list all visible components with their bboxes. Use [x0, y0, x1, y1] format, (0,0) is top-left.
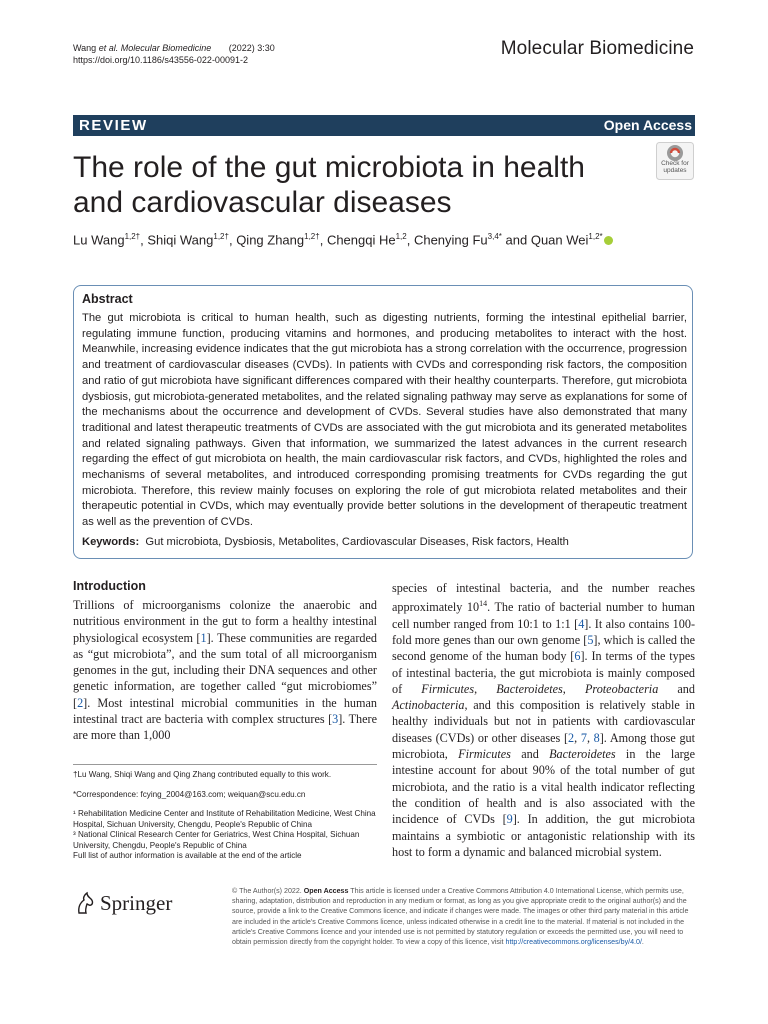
- article-title: The role of the gut microbiota in health and cardiovascular diseases: [73, 151, 585, 219]
- doi-link[interactable]: https://doi.org/10.1186/s43556-022-00091-2: [73, 55, 248, 65]
- author-name: Shiqi Wang: [147, 232, 214, 248]
- equal-contribution-note: †Lu Wang, Shiqi Wang and Qing Zhang contributed equally to this work.: [73, 770, 332, 779]
- license-text: © The Author(s) 2022. Open Access This article is licensed under a Creative Commons Attribution 4.0 International License, which permits use, sharing, adaptation, distribution and reproduction in any medium or format, as long as you give appropriate credit to the original author(s) and the source, provide a link to the Creative Commons licence, and indicate if changes were made. The images or other third party material in this article are included in the article's Creative Commons licence, unless indicated otherwise in a credit line to the material. If material is not included in the article's Creative Commons licence and your intended use is not permitted by statutory regulation or exceeds the permitted use, you will need to obtain permission directly from the copyright holder. To view a copy of this licence, visit http://creativecommons.org/licenses/by/4.0/.: [232, 887, 689, 947]
- taxon-name: Firmicutes: [458, 747, 511, 762]
- abstract-text: The gut microbiota is critical to human health, such as digesting nutrients, forming the intestinal epithelial barrier, regulating immune function, producing vitamins and hormones, and producing metabolites to interact with the host. Meanwhile, increasing evidence indicates that the gut microbiota has a strong correlation with the occurrence, progression and treatment of cardiovascular diseases (CVDs). In patients with CVDs and corresponding risk factors, the composition and ratio of gut microbiota have significant differences compared with their healthy counterparts. Therefore, gut microbiota dysbiosis, gut microbiota-generated metabolites, and the related signaling pathway may serve as explanations for some of the mechanisms about the occurrence and development of CVDs. Several studies have also demonstrated that many traditional and latest therapeutic treatments of CVDs are associated with the gut microbiota and its generated metabolites and related signaling pathways. Given that information, we summarized the latest advances in the current research regarding the effect of gut microbiota on health, the main cardiovascular risk factors, and CVDs, highlighted the roles and mechanisms of several metabolites, and introduced corresponding promising treatments for CVDs regarding the gut microbiota. Therefore, this review mainly focuses on exploring the role of gut microbiota related metabolites and their therapeutic potential in CVDs, which may eventually provide better solutions in the development of therapeutic treatment as well as the prevention of CVDs.: [82, 312, 687, 529]
- citation-ref-link[interactable]: 2: [568, 730, 575, 745]
- affiliation-note: ¹ Rehabilitation Medicine Center and Institute of Rehabilitation Medicine, West China Hospital, Sichuan University, Chengdu, People's Republic of China ³ National Clinical Research Center for Geriatrics, West China Hospital, Sichuan University, Chengdu, People's Republic of China Full list of author information is available at the end of the article: [73, 809, 376, 860]
- article-type-bar: [73, 115, 695, 136]
- author-affiliation-sup: 1,2†: [124, 232, 141, 241]
- citation-header: [73, 42, 275, 66]
- intro-left-column: Trillions of microorganisms colonize the anaerobic and nutritious environment in the gut to form a healthy intestinal physiological ecosystem [1]. These communities are regarded as “gut microbiota”, and the sum total of all microorganism genomes in the gut, including their DNA sequences and other genetic information, are together called “gut microbiomes” [2]. Most intestinal microbial communities in the human intestinal tract are bacteria with complex structures [3]. There are more than 1,000: [73, 598, 377, 743]
- author-affiliation-sup: 3,4*: [487, 232, 502, 241]
- citation-ref-link[interactable]: 2: [77, 695, 84, 710]
- keywords-label: Keywords:: [82, 536, 140, 548]
- orcid-icon[interactable]: [604, 236, 613, 245]
- citation-ref-link[interactable]: 9: [506, 812, 513, 827]
- author-name: Lu Wang: [73, 232, 125, 248]
- footnote-divider: [73, 764, 377, 765]
- author-affiliation-sup: 1,2*: [588, 232, 603, 241]
- taxon-name: Bacteroidetes: [549, 747, 616, 762]
- author-affiliation-sup: 1,2†: [213, 232, 229, 241]
- taxon-name: Firmicutes: [421, 681, 475, 696]
- citation-authors: Wang: [73, 43, 99, 53]
- intro-right-column: species of intestinal bacteria, and the number reaches approximately $10^{14}$. The ratio of bacterial number to human cell number ranged from 10:1 to 1:1 [4]. It also contains 100-fold more genes than our own genome [5], which is called the second genome of the human body [6]. In terms of the types of intestinal bacteria, the gut microbiota is mainly composed of Firmicutes, Bacteroidetes, Proteobacteria and Actinobacteria, and this composition is relatively stable in healthy individuals but not in patients with cardiovascular diseases (CVDs) or other diseases [2, 7, 8]. Among those gut microbiota, Firmicutes and Bacteroidetes in the large intestine account for about 90% of the total number of gut microbiota, and the ratio is a vital health indicator reflecting the condition of health and is also associated with the incidence of CVDs [9]. In addition, the gut microbiota maintains a symbiotic or antagonistic relationship with its host to form a dynamic and balanced microbial system.: [392, 581, 696, 859]
- citation-ref-link[interactable]: 7: [580, 730, 587, 745]
- exponent: 14: [479, 599, 488, 609]
- citation-ref-link[interactable]: 4: [578, 616, 585, 631]
- taxon-name: Bacteroidetes: [496, 681, 563, 696]
- author-name: Chenying Fu: [413, 232, 488, 248]
- citation-year: (2022) 3:30: [228, 43, 275, 53]
- correspondence-note: *Correspondence: fcying_2004@163.com; weiquan@scu.edu.cn: [73, 790, 306, 799]
- keywords-line: [82, 535, 569, 550]
- taxon-name: Actinobacteria: [392, 698, 465, 713]
- author-name: Quan Wei: [530, 232, 589, 248]
- citation-ref-link[interactable]: 3: [332, 712, 339, 727]
- citation-ref-link[interactable]: 5: [587, 632, 594, 647]
- author-affiliation-sup: 1,2: [395, 232, 407, 241]
- crossmark-badge-label: Check for updates: [661, 160, 689, 174]
- author-affiliation-sup: 1,2†: [304, 232, 320, 241]
- citation-ref-link[interactable]: 1: [200, 630, 207, 645]
- citation-ref-link[interactable]: 6: [574, 649, 581, 664]
- citation-ref-link[interactable]: 8: [593, 730, 600, 745]
- license-link[interactable]: http://creativecommons.org/licenses/by/4.0/: [505, 938, 642, 947]
- keywords-text: Gut microbiota, Dysbiosis, Metabolites, Cardiovascular Diseases, Risk factors, Health: [145, 536, 569, 548]
- taxon-name: Proteobacteria: [584, 681, 659, 696]
- springer-logo-text: Springer: [100, 891, 173, 915]
- author-name: Qing Zhang: [236, 232, 305, 248]
- author-list: Lu Wang$^{1,2\dagger}$, Shiqi Wang$^{1,2\dagger}$, Qing Zhang$^{1,2\dagger}$, Chengqi He$^{1,2}$, Chenying $Fu^{3,4*}$ and Quan Wei$^{1,2*}$: [73, 228, 613, 249]
- citation-journal: et al. Molecular Biomedicine: [98, 43, 212, 53]
- open-access-label: Open Access: [603, 117, 692, 133]
- springer-horse-icon: [73, 891, 97, 915]
- introduction-heading: Introduction: [73, 579, 146, 593]
- author-name: Chengqi He: [326, 232, 396, 248]
- abstract-heading: Abstract: [82, 292, 133, 306]
- journal-name: Molecular Biomedicine: [500, 38, 694, 59]
- article-type-label: REVIEW: [79, 117, 148, 134]
